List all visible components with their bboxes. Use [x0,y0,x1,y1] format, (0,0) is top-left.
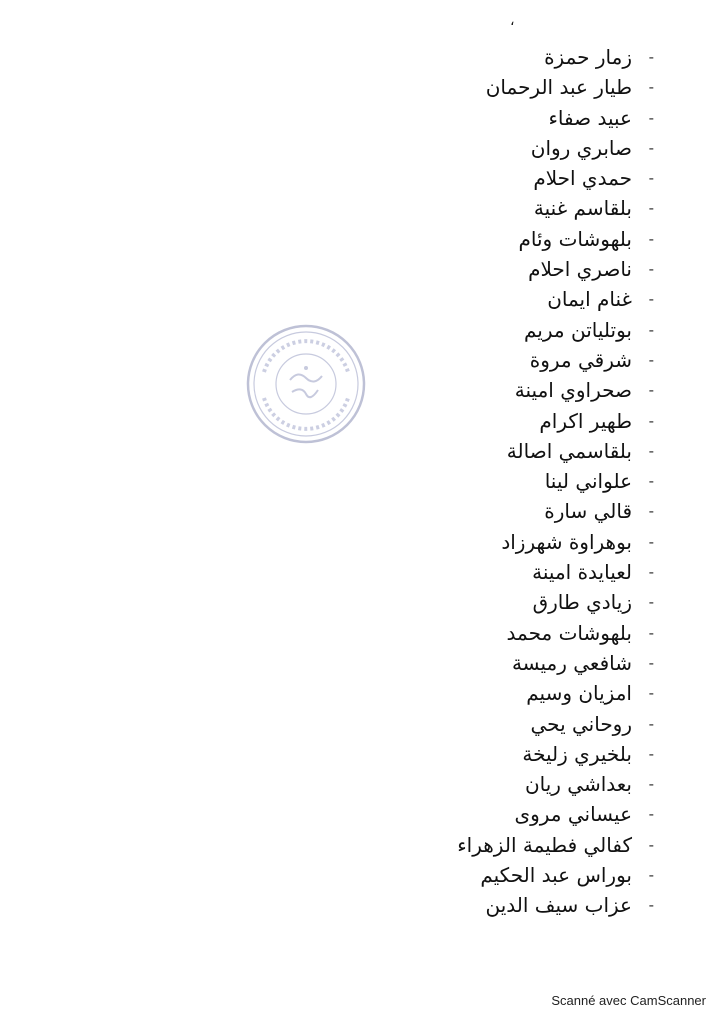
bullet-mark: - [648,835,654,854]
student-name: صابري روان [530,135,632,160]
list-item [457,375,654,405]
list-item [457,103,654,133]
bullet-mark: - [648,108,654,127]
bullet-mark: - [648,441,654,460]
top-mark: ، [510,13,515,29]
bullet-mark: - [648,169,654,188]
bullet-mark: - [648,653,654,672]
bullet-mark: - [648,775,654,794]
student-name: طهير اكرام [539,408,632,433]
student-name: بوراس عبد الحكيم [480,863,632,888]
list-item [457,133,654,163]
list-item [457,254,654,284]
bullet-mark: - [648,199,654,218]
student-name: بلقاسم غنية [533,196,632,221]
bullet-mark: - [648,350,654,369]
student-name: حمدي احلام [533,166,632,191]
list-item [457,42,654,72]
bullet-mark: - [648,684,654,703]
list-item [457,557,654,587]
list-item [457,587,654,617]
bullet-mark: - [648,411,654,430]
bullet-mark: - [648,623,654,642]
bullet-mark: - [648,563,654,582]
list-item [457,436,654,466]
bullet-mark: - [648,866,654,885]
bullet-mark: - [648,260,654,279]
student-name: لعيايدة امينة [532,560,632,585]
student-name: عبيد صفاء [548,105,632,130]
list-item [457,860,654,890]
list-item [457,163,654,193]
list-item [457,618,654,648]
list-item [457,678,654,708]
list-item [457,224,654,254]
list-item [457,345,654,375]
student-name: شرقي مروة [529,347,632,372]
student-name: قالي سارة [544,499,632,524]
student-name: بعداشي ريان [524,772,632,797]
list-item [457,72,654,102]
name-list [457,42,654,921]
bullet-mark: - [648,472,654,491]
bullet-mark: - [648,381,654,400]
student-name: عيساني مروى [514,802,632,827]
official-stamp-icon [244,322,368,446]
bullet-mark: - [648,48,654,66]
list-item [457,769,654,799]
student-name: علواني لينا [544,469,632,494]
list-item [457,709,654,739]
list-item [457,406,654,436]
bullet-mark: - [648,502,654,521]
list-item [457,739,654,769]
student-name: غنام ايمان [547,287,632,312]
list-item [457,466,654,496]
student-name: بوهراوة شهرزاد [501,529,632,554]
student-name: زمار حمزة [544,45,632,69]
list-item [457,799,654,829]
list-item [457,527,654,557]
list-item [457,193,654,223]
list-item [457,890,654,920]
student-name: بلهوشات محمد [506,620,632,645]
student-name: شافعي رميسة [511,650,632,675]
bullet-mark: - [648,290,654,309]
student-name: ناصري احلام [528,257,632,282]
list-item [457,496,654,526]
bullet-mark: - [648,714,654,733]
bullet-mark: - [648,805,654,824]
list-item [457,284,654,314]
list-item [457,830,654,860]
scanner-watermark: Scanné avec CamScanner [551,993,706,1008]
bullet-mark: - [648,320,654,339]
student-name: طيار عبد الرحمان [485,75,632,100]
bullet-mark: - [648,78,654,97]
student-name: امزيان وسيم [526,681,632,706]
student-name: عزاب سيف الدين [485,893,632,918]
list-item [457,315,654,345]
bullet-mark: - [648,896,654,915]
student-name: بلهوشات وئام [518,226,632,251]
bullet-mark: - [648,532,654,551]
student-name: بوتلياتن مريم [524,317,632,342]
student-name: كفالي فطيمة الزهراء [457,832,632,857]
student-name: بلقاسمي اصالة [506,438,632,463]
list-item [457,648,654,678]
student-name: بلخيري زليخة [522,741,632,766]
bullet-mark: - [648,229,654,248]
bullet-mark: - [648,593,654,612]
student-name: زيادي طارق [532,590,632,615]
student-name: روحاني يحي [530,711,632,736]
student-name: صحراوي امينة [514,378,632,403]
bullet-mark: - [648,744,654,763]
bullet-mark: - [648,138,654,157]
